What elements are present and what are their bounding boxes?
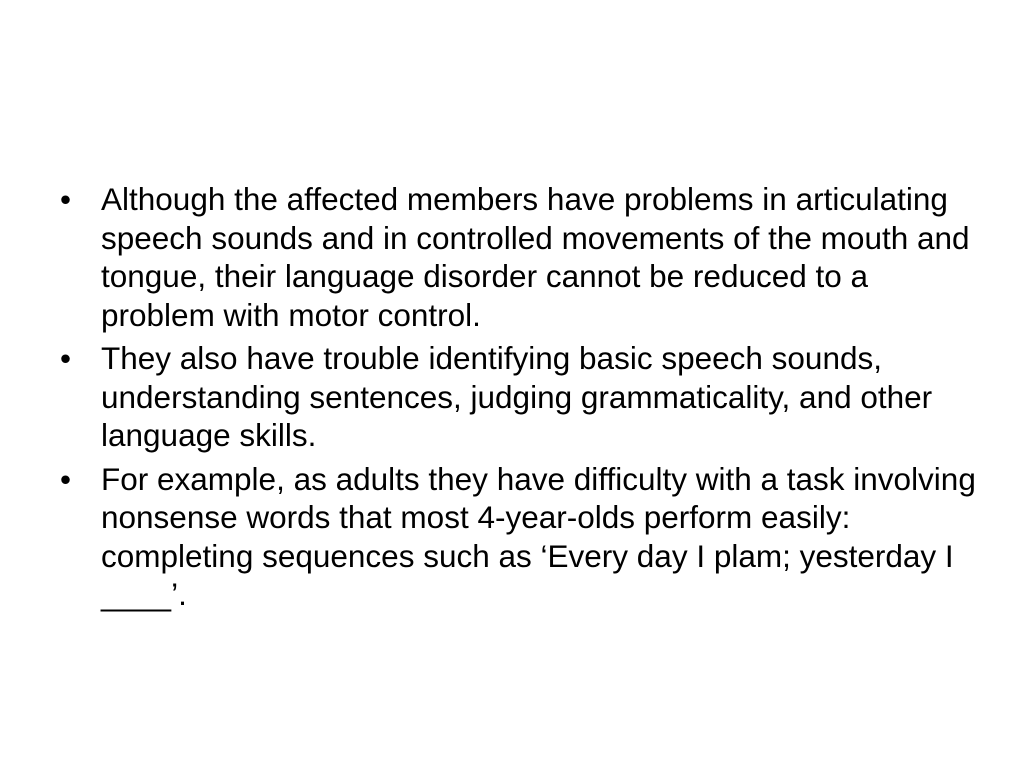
bullet-item-nonsense-words xyxy=(60,460,980,614)
bullet-text: Although the affected members have problems in articulating speech sounds and in controlled movements of the mouth and tongue, their language disorder cannot be reduced to a problem with motor control. xyxy=(101,181,970,333)
bullet-dot-icon: • xyxy=(60,460,72,497)
bullet-text: For example, as adults they have difficulty with a task involving nonsense words that most 4-year-olds perform easily: completing sequences such as ‘Every day I plam; yesterday I ____’. xyxy=(101,460,976,612)
bullet-text: They also have trouble identifying basic speech sounds, understanding sentences, judging grammaticality, and other language skills. xyxy=(101,340,933,453)
bullet-list xyxy=(60,180,980,619)
bullet-item-speech-sounds xyxy=(60,339,980,455)
bullet-dot-icon: • xyxy=(60,181,72,217)
bullet-item-articulation xyxy=(60,180,980,334)
bullet-dot-icon: • xyxy=(60,340,72,376)
